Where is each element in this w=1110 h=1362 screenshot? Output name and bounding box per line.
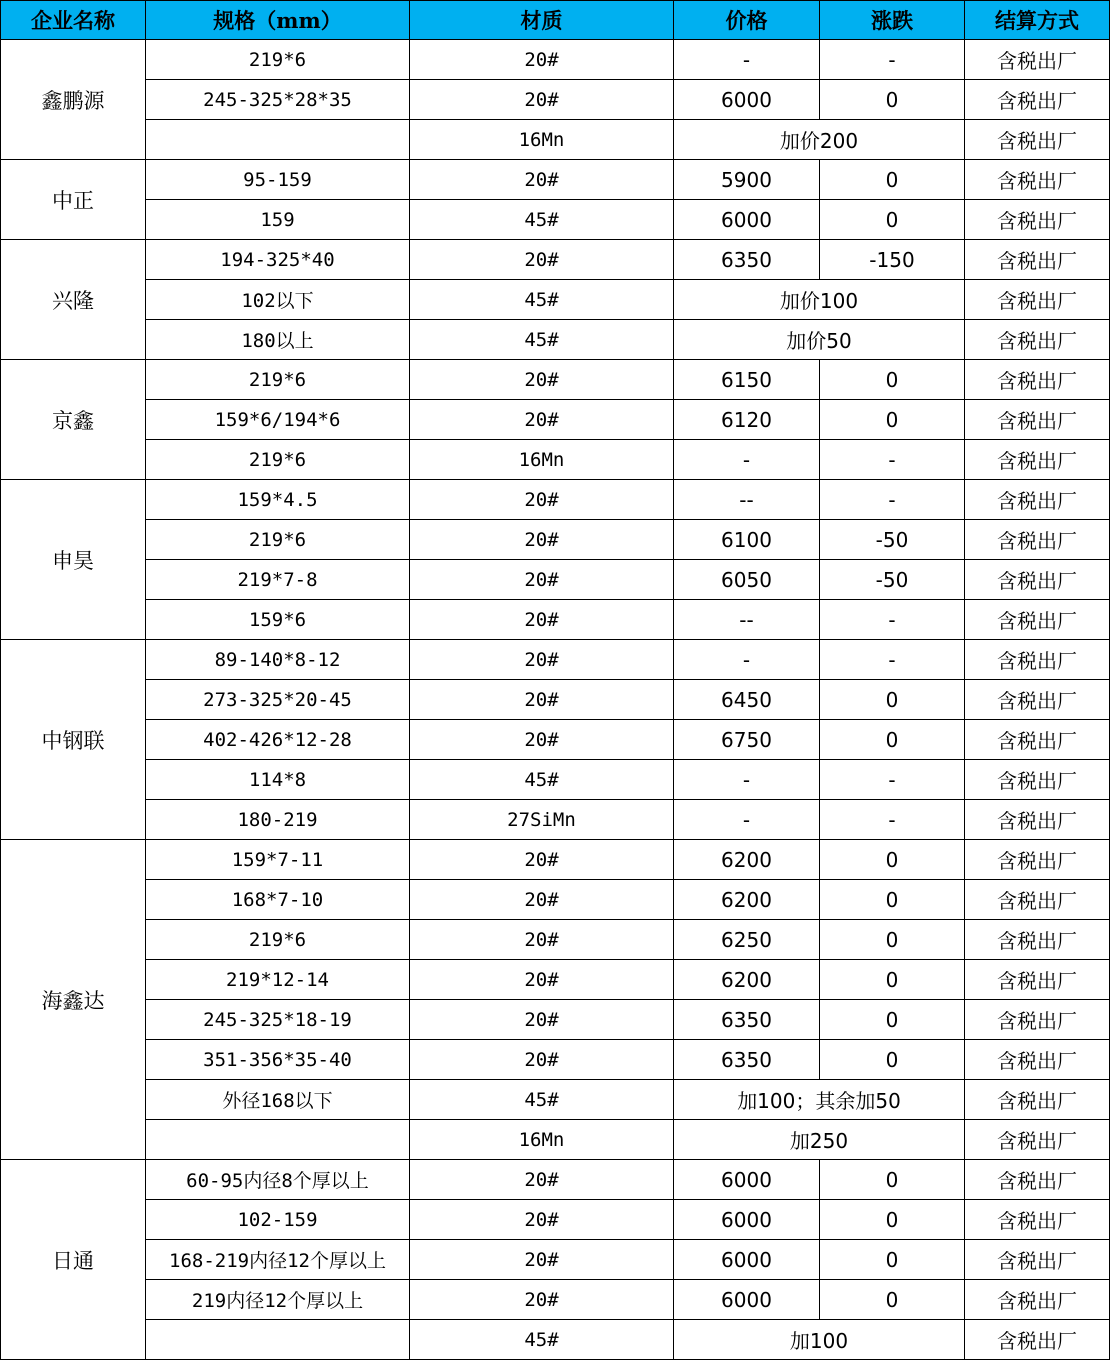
settlement-cell: 含税出厂 <box>965 360 1110 400</box>
material-cell: 20# <box>410 480 674 520</box>
price-cell: - <box>674 440 820 480</box>
material-cell: 20# <box>410 920 674 960</box>
price-cell: 6100 <box>674 520 820 560</box>
company-cell: 鑫鹏源 <box>1 40 146 160</box>
price-cell: - <box>674 640 820 680</box>
settlement-cell: 含税出厂 <box>965 160 1110 200</box>
material-cell: 20# <box>410 1280 674 1320</box>
material-cell: 20# <box>410 880 674 920</box>
change-cell: 0 <box>820 880 965 920</box>
table-row <box>1 1280 1110 1320</box>
settlement-cell: 含税出厂 <box>965 1240 1110 1280</box>
price-cell: 6450 <box>674 680 820 720</box>
settlement-cell: 含税出厂 <box>965 1200 1110 1240</box>
spec-cell: 159*6/194*6 <box>146 400 410 440</box>
price-note-cell: 加100；其余加50 <box>674 1080 965 1120</box>
table-row <box>1 1040 1110 1080</box>
material-cell: 20# <box>410 1040 674 1080</box>
table-row <box>1 440 1110 480</box>
material-cell: 45# <box>410 280 674 320</box>
spec-cell: 102以下 <box>146 280 410 320</box>
spec-cell: 89-140*8-12 <box>146 640 410 680</box>
spec-cell: 219*12-14 <box>146 960 410 1000</box>
spec-cell: 180以上 <box>146 320 410 360</box>
change-cell: - <box>820 600 965 640</box>
price-cell: 6000 <box>674 1240 820 1280</box>
spec-cell: 194-325*40 <box>146 240 410 280</box>
table-row <box>1 80 1110 120</box>
spec-cell: 402-426*12-28 <box>146 720 410 760</box>
change-cell: 0 <box>820 1280 965 1320</box>
spec-cell: 180-219 <box>146 800 410 840</box>
company-cell: 京鑫 <box>1 360 146 480</box>
table-row <box>1 320 1110 360</box>
spec-cell: 245-325*28*35 <box>146 80 410 120</box>
price-cell: 6120 <box>674 400 820 440</box>
price-note-cell: 加250 <box>674 1120 965 1160</box>
price-cell: 6200 <box>674 960 820 1000</box>
material-cell: 45# <box>410 320 674 360</box>
table-row <box>1 40 1110 80</box>
price-cell: 5900 <box>674 160 820 200</box>
table-row <box>1 120 1110 160</box>
table-row <box>1 680 1110 720</box>
table-row <box>1 960 1110 1000</box>
table-row <box>1 720 1110 760</box>
change-cell: -50 <box>820 560 965 600</box>
price-cell: -- <box>674 600 820 640</box>
settlement-cell: 含税出厂 <box>965 480 1110 520</box>
spec-cell: 219*6 <box>146 520 410 560</box>
material-cell: 16Mn <box>410 1120 674 1160</box>
table-row <box>1 1320 1110 1360</box>
table-row <box>1 1200 1110 1240</box>
material-cell: 20# <box>410 80 674 120</box>
settlement-cell: 含税出厂 <box>965 880 1110 920</box>
table-row <box>1 1120 1110 1160</box>
table-row <box>1 1080 1110 1120</box>
change-cell: 0 <box>820 1240 965 1280</box>
material-cell: 20# <box>410 1200 674 1240</box>
settlement-cell: 含税出厂 <box>965 1280 1110 1320</box>
settlement-cell: 含税出厂 <box>965 920 1110 960</box>
spec-cell <box>146 120 410 160</box>
price-cell: 6000 <box>674 80 820 120</box>
material-cell: 16Mn <box>410 120 674 160</box>
material-cell: 20# <box>410 40 674 80</box>
table-row <box>1 200 1110 240</box>
company-cell: 申昊 <box>1 480 146 640</box>
spec-cell: 102-159 <box>146 1200 410 1240</box>
change-cell: 0 <box>820 1160 965 1200</box>
header-company: 企业名称 <box>1 1 146 40</box>
table-row <box>1 1160 1110 1200</box>
table-row <box>1 640 1110 680</box>
settlement-cell: 含税出厂 <box>965 1120 1110 1160</box>
material-cell: 20# <box>410 360 674 400</box>
settlement-cell: 含税出厂 <box>965 1080 1110 1120</box>
spec-cell: 60-95内径8个厚以上 <box>146 1160 410 1200</box>
spec-cell: 219*6 <box>146 920 410 960</box>
settlement-cell: 含税出厂 <box>965 40 1110 80</box>
table-row <box>1 600 1110 640</box>
table-row <box>1 160 1110 200</box>
material-cell: 45# <box>410 760 674 800</box>
settlement-cell: 含税出厂 <box>965 520 1110 560</box>
settlement-cell: 含税出厂 <box>965 960 1110 1000</box>
company-cell: 中钢联 <box>1 640 146 840</box>
table-row <box>1 240 1110 280</box>
settlement-cell: 含税出厂 <box>965 120 1110 160</box>
settlement-cell: 含税出厂 <box>965 720 1110 760</box>
table-header <box>1 1 1110 40</box>
settlement-cell: 含税出厂 <box>965 200 1110 240</box>
change-cell: 0 <box>820 680 965 720</box>
settlement-cell: 含税出厂 <box>965 1000 1110 1040</box>
change-cell: 0 <box>820 80 965 120</box>
material-cell: 20# <box>410 720 674 760</box>
spec-cell <box>146 1120 410 1160</box>
price-note-cell: 加价100 <box>674 280 965 320</box>
price-cell: 6250 <box>674 920 820 960</box>
company-cell: 兴隆 <box>1 240 146 360</box>
change-cell: - <box>820 800 965 840</box>
material-cell: 20# <box>410 600 674 640</box>
change-cell: - <box>820 440 965 480</box>
table-row <box>1 400 1110 440</box>
header-change: 涨跌 <box>820 1 965 40</box>
price-cell: 6750 <box>674 720 820 760</box>
material-cell: 16Mn <box>410 440 674 480</box>
spec-cell: 245-325*18-19 <box>146 1000 410 1040</box>
change-cell: 0 <box>820 1200 965 1240</box>
company-cell: 日通 <box>1 1160 146 1360</box>
price-cell: 6150 <box>674 360 820 400</box>
material-cell: 20# <box>410 160 674 200</box>
material-cell: 20# <box>410 640 674 680</box>
price-cell: 6350 <box>674 240 820 280</box>
settlement-cell: 含税出厂 <box>965 800 1110 840</box>
header-row <box>1 1 1110 40</box>
material-cell: 20# <box>410 960 674 1000</box>
table-row <box>1 360 1110 400</box>
table-row <box>1 1000 1110 1040</box>
change-cell: 0 <box>820 400 965 440</box>
price-cell: 6200 <box>674 840 820 880</box>
change-cell: 0 <box>820 160 965 200</box>
material-cell: 20# <box>410 1240 674 1280</box>
settlement-cell: 含税出厂 <box>965 680 1110 720</box>
table-row <box>1 480 1110 520</box>
price-note-cell: 加100 <box>674 1320 965 1360</box>
settlement-cell: 含税出厂 <box>965 240 1110 280</box>
table-row <box>1 280 1110 320</box>
change-cell: 0 <box>820 720 965 760</box>
table-row <box>1 840 1110 880</box>
spec-cell: 273-325*20-45 <box>146 680 410 720</box>
header-material: 材质 <box>410 1 674 40</box>
material-cell: 20# <box>410 1000 674 1040</box>
spec-cell: 219*6 <box>146 40 410 80</box>
material-cell: 20# <box>410 840 674 880</box>
material-cell: 20# <box>410 680 674 720</box>
table-body <box>1 40 1110 1360</box>
price-note-cell: 加价200 <box>674 120 965 160</box>
change-cell: - <box>820 640 965 680</box>
material-cell: 45# <box>410 1320 674 1360</box>
settlement-cell: 含税出厂 <box>965 1160 1110 1200</box>
change-cell: - <box>820 480 965 520</box>
spec-cell: 159 <box>146 200 410 240</box>
price-cell: 6000 <box>674 1200 820 1240</box>
settlement-cell: 含税出厂 <box>965 1320 1110 1360</box>
price-cell: 6000 <box>674 1160 820 1200</box>
material-cell: 45# <box>410 200 674 240</box>
table-row <box>1 880 1110 920</box>
settlement-cell: 含税出厂 <box>965 440 1110 480</box>
spec-cell: 351-356*35-40 <box>146 1040 410 1080</box>
change-cell: -50 <box>820 520 965 560</box>
change-cell: - <box>820 40 965 80</box>
material-cell: 20# <box>410 240 674 280</box>
price-cell: 6350 <box>674 1040 820 1080</box>
table-row <box>1 920 1110 960</box>
header-price: 价格 <box>674 1 820 40</box>
spec-cell: 114*8 <box>146 760 410 800</box>
spec-cell: 95-159 <box>146 160 410 200</box>
price-cell: - <box>674 800 820 840</box>
settlement-cell: 含税出厂 <box>965 760 1110 800</box>
change-cell: - <box>820 760 965 800</box>
price-cell: 6000 <box>674 1280 820 1320</box>
spec-cell: 219*6 <box>146 440 410 480</box>
change-cell: 0 <box>820 920 965 960</box>
company-cell: 中正 <box>1 160 146 240</box>
table-row <box>1 560 1110 600</box>
material-cell: 20# <box>410 560 674 600</box>
spec-cell: 159*7-11 <box>146 840 410 880</box>
material-cell: 45# <box>410 1080 674 1120</box>
price-cell: - <box>674 40 820 80</box>
spec-cell: 159*6 <box>146 600 410 640</box>
material-cell: 20# <box>410 1160 674 1200</box>
spec-cell: 168*7-10 <box>146 880 410 920</box>
price-cell: 6200 <box>674 880 820 920</box>
price-cell: -- <box>674 480 820 520</box>
spec-cell: 219*6 <box>146 360 410 400</box>
price-cell: 6350 <box>674 1000 820 1040</box>
spec-cell: 159*4.5 <box>146 480 410 520</box>
spec-cell <box>146 1320 410 1360</box>
settlement-cell: 含税出厂 <box>965 280 1110 320</box>
material-cell: 27SiMn <box>410 800 674 840</box>
price-cell: 6050 <box>674 560 820 600</box>
change-cell: 0 <box>820 200 965 240</box>
settlement-cell: 含税出厂 <box>965 1040 1110 1080</box>
spec-cell: 168-219内径12个厚以上 <box>146 1240 410 1280</box>
spec-cell: 219*7-8 <box>146 560 410 600</box>
change-cell: 0 <box>820 360 965 400</box>
price-cell: - <box>674 760 820 800</box>
table-row <box>1 520 1110 560</box>
change-cell: 0 <box>820 840 965 880</box>
header-spec: 规格（mm） <box>146 1 410 40</box>
price-cell: 6000 <box>674 200 820 240</box>
header-settlement: 结算方式 <box>965 1 1110 40</box>
settlement-cell: 含税出厂 <box>965 560 1110 600</box>
table-row <box>1 1240 1110 1280</box>
settlement-cell: 含税出厂 <box>965 400 1110 440</box>
change-cell: -150 <box>820 240 965 280</box>
settlement-cell: 含税出厂 <box>965 320 1110 360</box>
settlement-cell: 含税出厂 <box>965 600 1110 640</box>
company-cell: 海鑫达 <box>1 840 146 1160</box>
settlement-cell: 含税出厂 <box>965 640 1110 680</box>
spec-cell: 外径168以下 <box>146 1080 410 1120</box>
table-row <box>1 760 1110 800</box>
table-row <box>1 800 1110 840</box>
settlement-cell: 含税出厂 <box>965 840 1110 880</box>
change-cell: 0 <box>820 1040 965 1080</box>
material-cell: 20# <box>410 520 674 560</box>
change-cell: 0 <box>820 960 965 1000</box>
settlement-cell: 含税出厂 <box>965 80 1110 120</box>
change-cell: 0 <box>820 1000 965 1040</box>
price-note-cell: 加价50 <box>674 320 965 360</box>
spec-cell: 219内径12个厚以上 <box>146 1280 410 1320</box>
material-cell: 20# <box>410 400 674 440</box>
